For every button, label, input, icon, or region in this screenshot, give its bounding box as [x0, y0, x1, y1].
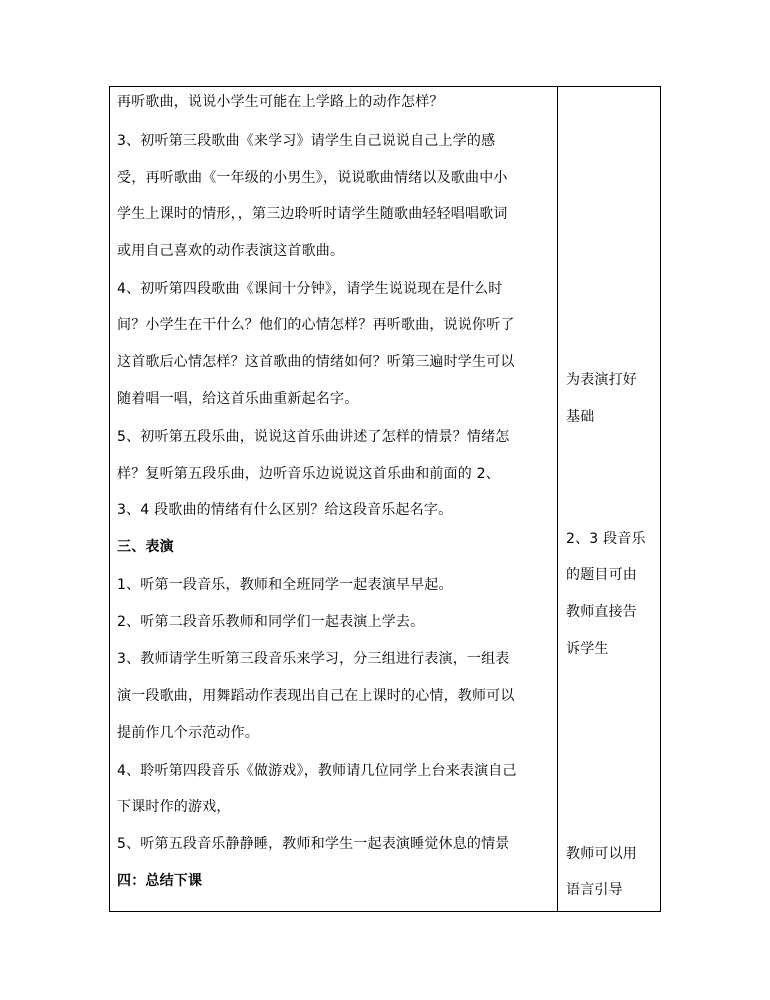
note-line: 的题目可由: [566, 567, 637, 583]
main-line: 或用自己喜欢的动作表演这首歌曲。: [117, 243, 345, 259]
main-line: 5、听第五段音乐静静睡，教师和学生一起表演睡觉休息的情景: [117, 836, 510, 852]
note-line: 教师可以用: [566, 846, 637, 862]
section-heading-summary: 四：总结下课: [117, 873, 203, 889]
main-line: 演一段歌曲，用舞蹈动作表现出自己在上课时的心情，教师可以: [117, 688, 515, 704]
main-line: 随着唱一唱，给这首乐曲重新起名字。: [117, 391, 359, 407]
main-line: 4、初听第四段歌曲《课间十分钟》，请学生说说现在是什么时: [117, 281, 503, 297]
section-heading-perform: 三、表演: [117, 539, 174, 555]
main-line: 1、听第一段音乐，教师和全班同学一起表演早早起。: [117, 577, 453, 593]
main-line: 3、4 段歌曲的情绪有什么区别？给这段音乐起名字。: [117, 502, 453, 518]
column-divider: [557, 86, 558, 912]
main-line: 再听歌曲，说说小学生可能在上学路上的动作怎样？: [117, 94, 444, 110]
main-line: 间？小学生在干什么？他们的心情怎样？再听歌曲，说说你听了: [117, 317, 515, 333]
main-line: 样？复听第五段乐曲，边听音乐边说说这首乐曲和前面的 2、: [117, 466, 500, 482]
main-line: 3、教师请学生听第三段音乐来学习，分三组进行表演，一组表: [117, 651, 510, 667]
note-line: 诉学生: [566, 641, 609, 657]
note-line: 2、3 段音乐: [566, 531, 646, 547]
main-line: 这首歌后心情怎样？这首歌曲的情绪如何？听第三遍时学生可以: [117, 354, 515, 370]
main-line: 学生上课时的情形，，第三边聆听时请学生随歌曲轻轻唱唱歌词: [117, 206, 508, 222]
main-line: 提前作几个示范动作。: [117, 725, 259, 741]
note-line: 语言引导: [566, 882, 623, 898]
main-line: 受，再听歌曲《一年级的小男生》，说说歌曲情绪以及歌曲中小: [117, 170, 508, 186]
note-line: 基础: [566, 409, 595, 425]
main-line: 2、听第二段音乐教师和同学们一起表演上学去。: [117, 614, 425, 630]
main-line: 下课时作的游戏，: [117, 799, 231, 815]
note-line: 为表演打好: [566, 372, 637, 388]
main-line: 3、初听第三段歌曲《来学习》请学生自己说说自己上学的感: [117, 133, 496, 149]
main-line: 4、聆听第四段音乐《做游戏》，教师请几位同学上台来表演自己: [117, 763, 517, 779]
main-line: 5、初听第五段乐曲，说说这首乐曲讲述了怎样的情景？情绪怎: [117, 429, 510, 445]
note-line: 教师直接告: [566, 604, 637, 620]
